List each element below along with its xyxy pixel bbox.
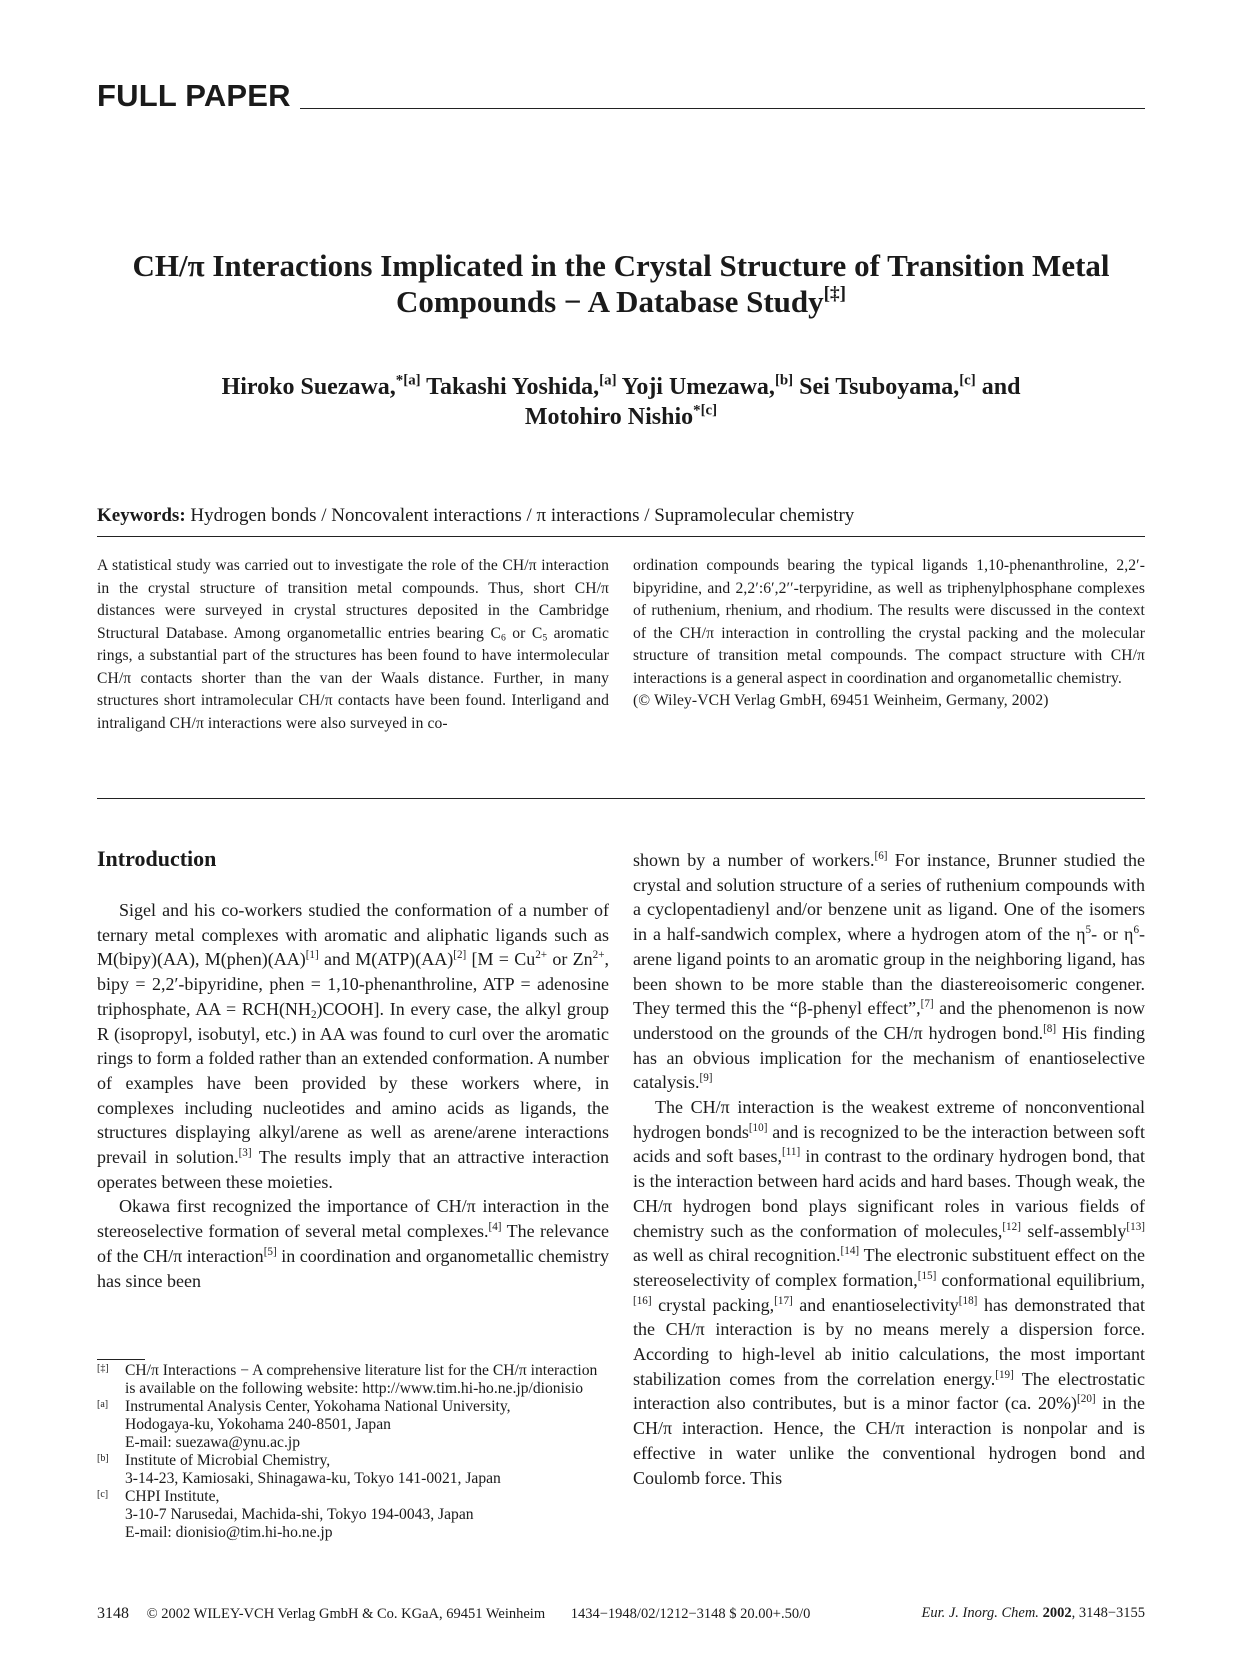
citation: [1]	[305, 949, 319, 962]
body-text: For instance, Brunner studied the crystal and solution structure of a series of ruthenium compounds with a cyclopentadienyl and/or benzene unit as ligand. One of the isomers in a half-sandwich complex, where a hydrogen atom of the η	[633, 850, 1146, 945]
superscript: 2+	[535, 949, 548, 962]
paper-title	[97, 248, 1145, 320]
body-paragraph	[97, 1194, 609, 1293]
keywords-label: Keywords:	[97, 505, 186, 526]
citation: [9]	[699, 1072, 713, 1085]
body-text: and is recognized to be the interaction between soft acids and soft bases,	[633, 1121, 1145, 1167]
citation: [13]	[1126, 1220, 1145, 1233]
footnote	[97, 1362, 609, 1398]
running-header	[97, 78, 1145, 114]
abstract-column-right	[633, 555, 1145, 713]
footnote-line: CH/π Interactions − A comprehensive literature list for the CH/π interaction is available on the following website: http://www.tim.hi-ho.ne.jp/dionisio	[125, 1362, 598, 1397]
body-text: and enantioselectivity	[792, 1294, 959, 1315]
body-text: crystal packing,	[651, 1294, 775, 1315]
body-text: The CH/π interaction is the weakest extreme of nonconventional hydrogen bonds	[633, 1097, 1145, 1142]
citation: [10]	[748, 1121, 768, 1134]
citation: [15]	[917, 1269, 937, 1282]
subscript: 6	[500, 631, 506, 643]
title-line-2-text: Compounds − A Database Study	[395, 284, 824, 319]
body-text: The results imply that an attractive interaction operates between these moieties.	[97, 1147, 610, 1192]
abstract-text: or C	[505, 624, 543, 642]
author-affiliation-mark: [c]	[959, 372, 976, 389]
title-footnote-mark: [‡]	[823, 283, 847, 305]
body-text: - or η	[1091, 924, 1134, 945]
body-text: in contrast to the ordinary hydrogen bond, that is the interaction between hard acids and hard bases. Though weak, the CH/π hydrogen bond plays significant roles in various fields of chemistry such as the conformation of molecules,	[633, 1146, 1145, 1241]
citation: [2]	[453, 949, 467, 962]
author-affiliation-mark: [a]	[599, 372, 617, 389]
citation: [6]	[874, 849, 888, 862]
abstract-text: ordination compounds bearing the typical ligands 1,10-phenanthroline, 2,2′-bipyridine, and 2,2′:6′,2′′-terpyridine, as well as triphenylphosphane complexes of ruthenium, rhenium, and rhodium. The results were discussed in the context of the CH/π interaction in controlling the crystal packing and the molecular structure of transition metal compounds. The compact structure with CH/π interactions is a general aspect in coordination and organometallic chemistry.	[633, 557, 1145, 687]
subscript: 5	[542, 631, 548, 643]
section-heading: Introduction	[97, 846, 217, 871]
body-text: -arene ligand points to an aromatic group in the neighboring ligand, has been shown to be more stable than the diastereoisomeric congener. They termed this the “β-phenyl effect”,	[633, 924, 1146, 1019]
keywords-text: Hydrogen bonds / Noncovalent interactions / π interactions / Supramolecular chemistry	[190, 505, 855, 526]
body-paragraph	[633, 848, 1145, 1095]
issn-line: 1434−1948/02/1212−3148 $ 20.00+.50/0	[570, 1606, 811, 1622]
citation: [11]	[781, 1146, 801, 1159]
body-paragraph	[97, 898, 609, 1194]
journal-citation	[921, 1605, 1145, 1622]
superscript: 2+	[592, 949, 605, 962]
body-text: The electronic substituent effect on the stereoselectivity of complex formation,	[633, 1245, 1145, 1290]
body-text: , bipy = 2,2′-bipyridine, phen = 1,10-phenanthroline, ATP = adenosine triphosphate, AA = RCH(NH	[97, 949, 609, 1019]
body-text: in the CH/π interaction. Hence, the CH/π interaction is nonpolar and is effective in water unlike the conventional hydrogen bond and Coulomb force. This	[633, 1393, 1145, 1488]
keywords-rule	[97, 536, 1145, 537]
footnote-mark: [a]	[97, 1399, 109, 1410]
author-affiliation-mark: *[c]	[693, 402, 718, 419]
author-line-2	[97, 402, 1145, 432]
author-conjunction: and	[981, 374, 1021, 400]
citation: [19]	[995, 1368, 1014, 1381]
body-text: His finding has an obvious implication for the mechanism of enantioselective catalysis.	[633, 1022, 1145, 1093]
journal-pages: , 3148−3155	[1071, 1605, 1145, 1621]
citation: [7]	[920, 997, 934, 1010]
body-column-left	[97, 898, 609, 1293]
abstract-text: aromatic rings, a substantial part of the structures has been found to have intermolecular CH/π contacts shorter than the van der Waals distance. Further, in many structures short intramolecular CH/π contacts have been found. Interligand and intraligand CH/π interactions were also surveyed in co-	[97, 624, 609, 732]
body-paragraph	[633, 1095, 1145, 1490]
footnote	[97, 1488, 609, 1542]
body-text: [M = Cu	[466, 949, 536, 970]
citation: [3]	[238, 1146, 252, 1159]
body-text: shown by a number of workers.	[633, 850, 875, 870]
header-label: FULL PAPER	[97, 78, 291, 113]
author-name: Takashi Yoshida,	[426, 374, 600, 400]
citation: [18]	[958, 1294, 978, 1307]
author-list	[97, 372, 1145, 432]
footnote	[97, 1452, 609, 1488]
subscript: 2	[310, 1008, 317, 1021]
author-line-1	[97, 372, 1145, 402]
body-text: in coordination and organometallic chemistry has since been	[97, 1245, 610, 1291]
body-text: and the phenomenon is now understood on the grounds of the CH/π hydrogen bond.	[633, 998, 1145, 1043]
citation: [16]	[633, 1294, 652, 1307]
footnote-line: E-mail: dionisio@tim.hi-ho.ne.jp	[125, 1524, 333, 1541]
body-text: conformational equilibrium,	[936, 1269, 1145, 1290]
page-footer	[97, 1605, 1145, 1623]
citation: [4]	[488, 1220, 502, 1233]
footnote-mark: [c]	[97, 1489, 109, 1500]
header-rule	[300, 108, 1145, 109]
footnote-line: 3-10-7 Narusedai, Machida-shi, Tokyo 194-0043, Japan	[125, 1506, 474, 1523]
journal-year: 2002	[1042, 1605, 1072, 1621]
body-text: or Zn	[547, 949, 593, 970]
body-text: The relevance of the CH/π interaction	[97, 1221, 609, 1266]
author-name: Hiroko Suezawa,	[221, 374, 396, 400]
footnote-line: 3-14-23, Kamiosaki, Shinagawa-ku, Tokyo 141-0021, Japan	[125, 1470, 501, 1487]
title-line-2	[97, 284, 1145, 320]
footnote-line: Institute of Microbial Chemistry,	[125, 1452, 331, 1469]
body-text: Okawa first recognized the importance of CH/π interaction in the stereoselective formation of several metal complexes.	[97, 1196, 609, 1242]
keywords	[97, 505, 1145, 527]
footnote-line: E-mail: suezawa@ynu.ac.jp	[125, 1434, 300, 1451]
footnote-mark: [‡]	[97, 1363, 109, 1374]
author-affiliation-mark: *[a]	[395, 372, 421, 389]
footnote-line: Instrumental Analysis Center, Yokohama National University,	[125, 1398, 511, 1415]
author-name: Yoji Umezawa,	[621, 374, 775, 400]
footnote	[97, 1398, 609, 1452]
author-name: Motohiro Nishio	[524, 404, 694, 430]
footnote-mark: [b]	[97, 1453, 109, 1464]
journal-name: Eur. J. Inorg. Chem.	[921, 1605, 1039, 1621]
publisher-line: © 2002 WILEY-VCH Verlag GmbH & Co. KGaA, 69451 Weinheim	[146, 1606, 546, 1622]
body-text: The electrostatic interaction also contributes, but is a minor factor (ca. 20%)	[633, 1368, 1145, 1414]
page-number: 3148	[97, 1605, 129, 1622]
body-text: Sigel and his co-workers studied the conformation of a number of ternary metal complexes with aromatic and aliphatic ligands such as M(bipy)(AA), M(phen)(AA)	[97, 900, 609, 970]
superscript: 6	[1133, 923, 1140, 936]
body-text: and M(ATP)(AA)	[318, 949, 454, 970]
title-line-1: CH/π Interactions Implicated in the Crystal Structure of Transition Metal	[132, 248, 1110, 283]
body-text: has demonstrated that the CH/π interaction is by no means merely a dispersion force. According to high-level ab initio calculations, the most important stabilization comes from the correlation energy.	[633, 1294, 1145, 1389]
footnote-rule	[97, 1359, 145, 1360]
abstract-text: A statistical study was carried out to investigate the role of the CH/π interaction in the crystal structure of transition metal compounds. Thus, short CH/π distances were surveyed in crystal structures deposited in the Cambridge Structural Database. Among organometallic entries bearing C	[97, 557, 609, 642]
footnote-line: CHPI Institute,	[125, 1488, 220, 1505]
abstract-column-left	[97, 555, 609, 735]
citation: [5]	[263, 1245, 277, 1258]
body-text: )COOH]. In every case, the alkyl group R (isopropyl, isobutyl, etc.) in AA was found to curl over the aromatic rings to form a folded rather than an extended conformation. A number of examples have been provided by these workers where, in complexes including nucleotides and amino acids as ligands, the structures displaying alkyl/arene as well as arene/arene interactions prevail in solution.	[97, 998, 609, 1168]
citation: [17]	[774, 1294, 793, 1307]
abstract-rule	[97, 798, 1145, 799]
citation: [12]	[1002, 1220, 1021, 1233]
author-affiliation-mark: [b]	[774, 372, 794, 389]
superscript: 5	[1085, 923, 1092, 936]
body-text: self-assembly	[1020, 1220, 1127, 1241]
citation: [20]	[1077, 1393, 1096, 1406]
abstract-copyright: (© Wiley-VCH Verlag GmbH, 69451 Weinheim, Germany, 2002)	[633, 692, 1049, 709]
citation: [8]	[1043, 1022, 1057, 1035]
footnotes	[97, 1362, 609, 1542]
footnote-line: Hodogaya-ku, Yokohama 240-8501, Japan	[125, 1416, 391, 1433]
body-text: as well as chiral recognition.	[633, 1245, 841, 1266]
author-name: Sei Tsuboyama,	[799, 374, 960, 400]
body-column-right	[633, 848, 1145, 1490]
citation: [14]	[840, 1245, 860, 1257]
